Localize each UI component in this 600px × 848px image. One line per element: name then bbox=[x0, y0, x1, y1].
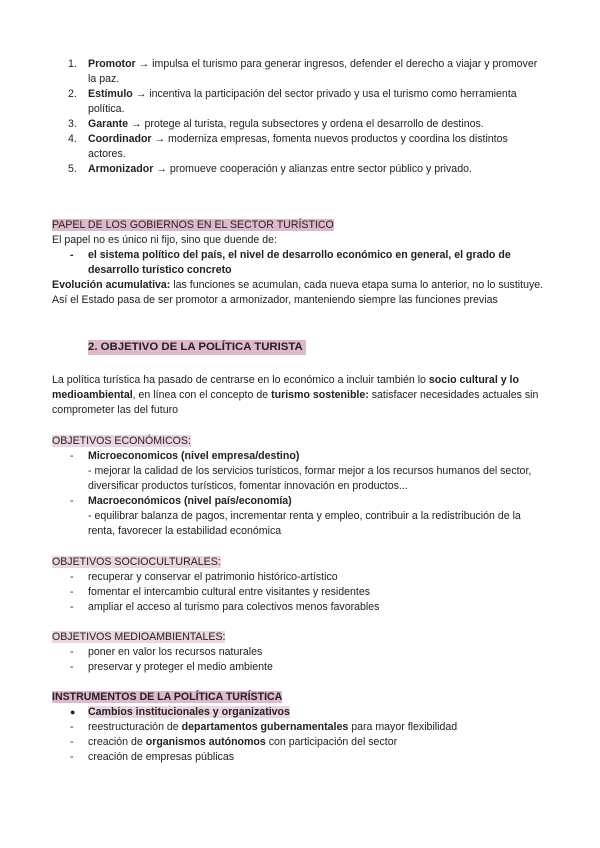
evolucion-paragraph bbox=[52, 278, 548, 308]
dash-marker: - bbox=[70, 450, 74, 462]
socioculturales-section bbox=[52, 555, 548, 615]
objetivo-text-d: turismo sostenible: bbox=[271, 389, 369, 401]
list-item bbox=[52, 645, 548, 660]
dash-marker: - bbox=[70, 721, 74, 733]
papel-section bbox=[52, 218, 548, 308]
list-item-bold: departamentos gubernamentales bbox=[181, 721, 349, 733]
role-text: → protege al turista, regula subsectores y ordena el desarrollo de destinos. bbox=[131, 118, 484, 130]
instrumentos-bullet bbox=[52, 705, 548, 720]
papel-bullet bbox=[52, 248, 548, 278]
micro-text: - mejorar la calidad de los servicios turísticos, formar mejor a los recursos humanos del sector, diversificar productos turísticos, fomentar innovación en productos... bbox=[88, 465, 532, 492]
objetivo-text-b: socio cultural y lo medioambiental bbox=[52, 374, 519, 401]
role-item bbox=[52, 162, 548, 177]
medioambientales-section bbox=[52, 630, 548, 675]
list-item-text: recuperar y conservar el patrimonio histórico-artístico bbox=[88, 571, 338, 583]
dash-marker: - bbox=[70, 736, 74, 748]
list-item-text: creación de empresas públicas bbox=[88, 751, 235, 763]
dash-marker: - bbox=[70, 751, 74, 763]
list-item-text: reestructuración de bbox=[88, 721, 182, 733]
list-item-text: poner en valor los recursos naturales bbox=[88, 646, 263, 658]
instrumentos-section bbox=[52, 690, 548, 765]
micro-title: Microeconomicos (nivel empresa/destino) bbox=[88, 450, 300, 462]
role-item bbox=[52, 132, 548, 162]
objetivo-text-c: , en línea con el concepto de bbox=[132, 389, 272, 401]
role-term: Garante bbox=[88, 118, 129, 130]
dash-marker: - bbox=[70, 249, 74, 261]
papel-intro: El papel no es único ni fijo, sino que duende de: bbox=[52, 234, 277, 246]
list-item bbox=[52, 735, 548, 750]
role-text: → impulsa el turismo para generar ingresos, defender el derecho a viajar y promover la paz. bbox=[88, 58, 538, 85]
role-number: 1. bbox=[68, 58, 77, 70]
list-item bbox=[52, 750, 548, 765]
dash-marker: - bbox=[70, 661, 74, 673]
role-term: Coordinador bbox=[88, 133, 152, 145]
role-item bbox=[52, 87, 548, 117]
list-item-text: para mayor flexibilidad bbox=[348, 721, 458, 733]
list-item bbox=[52, 720, 548, 735]
role-number: 2. bbox=[68, 88, 77, 100]
list-item bbox=[52, 600, 548, 615]
dash-marker: - bbox=[70, 586, 74, 598]
role-number: 4. bbox=[68, 133, 77, 145]
role-number: 3. bbox=[68, 118, 77, 130]
macro-text: - equilibrar balanza de pagos, incrementar renta y empleo, contribuir a la redistribución de la renta, favorecer la estabilidad económica bbox=[88, 510, 521, 537]
role-item bbox=[52, 117, 548, 132]
macro-item bbox=[52, 494, 548, 539]
list-item-bold: organismos autónomos bbox=[145, 736, 266, 748]
objetivo-text-e: satisfacer necesidades actuales sin comprometer las del futuro bbox=[52, 389, 539, 416]
economicos-heading: OBJETIVOS ECONÓMICOS: bbox=[52, 435, 191, 447]
list-item-text: creación de bbox=[88, 736, 146, 748]
role-text: → incentiva la participación del sector privado y usa el turismo como herramienta política. bbox=[88, 88, 517, 115]
macro-title: Macroeconómicos (nivel país/economía) bbox=[88, 495, 292, 507]
papel-heading: PAPEL DE LOS GOBIERNOS EN EL SECTOR TURÍSTICO bbox=[52, 219, 334, 231]
instrumentos-heading: INSTRUMENTOS DE LA POLÍTICA TURÍSTICA bbox=[52, 691, 283, 703]
medioambientales-heading: OBJETIVOS MEDIOAMBIENTALES: bbox=[52, 631, 226, 643]
list-item-text: con participación del sector bbox=[265, 736, 398, 748]
dash-marker: - bbox=[70, 601, 74, 613]
role-text: → moderniza empresas, fomenta nuevos productos y coordina los distintos actores. bbox=[88, 133, 508, 160]
roles-list bbox=[52, 57, 548, 177]
dash-marker: - bbox=[70, 646, 74, 658]
papel-bullet-text: el sistema político del país, el nivel de desarrollo económico en general, el grado de desarrollo turístico concreto bbox=[88, 249, 511, 276]
dash-marker: - bbox=[70, 495, 74, 507]
list-item bbox=[52, 660, 548, 675]
role-text: → promueve cooperación y alianzas entre sector público y privado. bbox=[156, 163, 472, 175]
list-item-text: preservar y proteger el medio ambiente bbox=[88, 661, 273, 673]
socioculturales-heading: OBJETIVOS SOCIOCULTURALES: bbox=[52, 556, 221, 568]
list-item bbox=[52, 585, 548, 600]
micro-item bbox=[52, 449, 548, 494]
objetivo-paragraph bbox=[52, 373, 548, 418]
dash-marker: - bbox=[70, 571, 74, 583]
instrumentos-bullet-text: Cambios institucionales y organizativos bbox=[88, 706, 290, 718]
list-item-text: fomentar el intercambio cultural entre visitantes y residentes bbox=[88, 586, 371, 598]
role-term: Estímulo bbox=[88, 88, 133, 100]
role-number: 5. bbox=[68, 163, 77, 175]
evolucion-text: las funciones se acumulan, cada nueva etapa suma lo anterior, no lo sustituye. Así el Estado pasa de ser promotor a armonizador, manteniendo siempre las funciones previas bbox=[52, 279, 544, 306]
objetivo-text-a: La política turística ha pasado de centrarse en lo económico a incluir también lo bbox=[52, 374, 429, 386]
role-term: Promotor bbox=[88, 58, 136, 70]
objetivo-heading: 2. OBJETIVO DE LA POLÍTICA TURISTA bbox=[88, 340, 306, 355]
list-item bbox=[52, 570, 548, 585]
role-term: Armonizador bbox=[88, 163, 154, 175]
objetivo-heading-wrap bbox=[88, 340, 548, 355]
evolucion-label: Evolución acumulativa: bbox=[52, 279, 171, 291]
economicos-section bbox=[52, 434, 548, 539]
bullet-marker: ● bbox=[70, 707, 76, 717]
role-item bbox=[52, 57, 548, 87]
list-item-text: ampliar el acceso al turismo para colectivos menos favorables bbox=[88, 601, 380, 613]
